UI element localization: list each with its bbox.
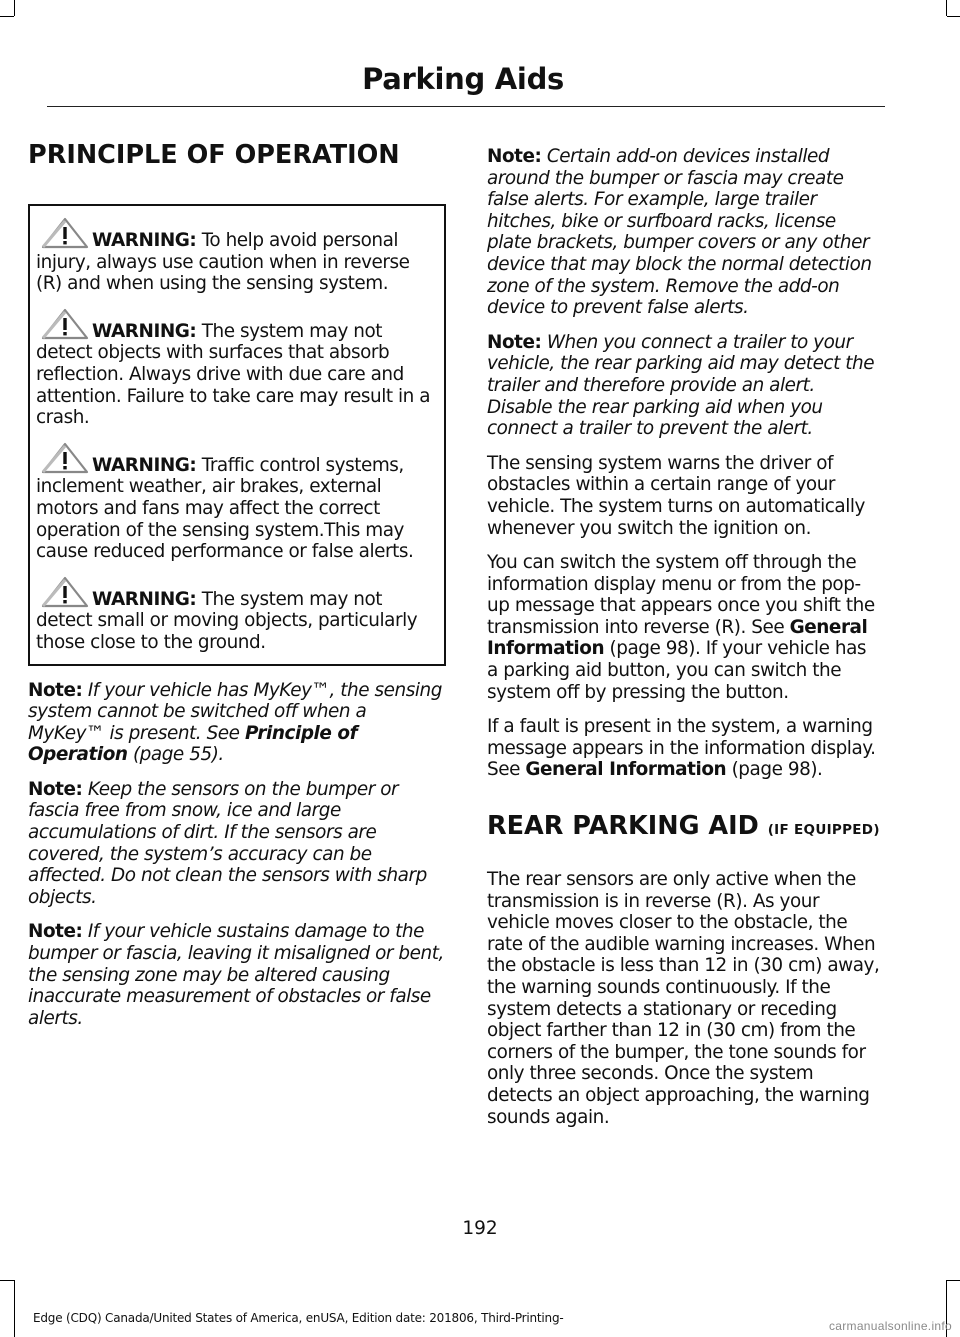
warning-text: The system may not detect small or moving objects, particularly those close to the ground. [36, 588, 418, 653]
crop-mark [0, 1280, 14, 1281]
warning-label: WARNING: [92, 230, 197, 251]
page-number: 192 [462, 1218, 498, 1239]
note-paragraph [487, 146, 880, 319]
note-text: When you connect a trailer to your vehicle, the rear parking aid may detect the trailer and therefore provide an alert. Disable the rear parking aid when you connect a trailer to prevent the alert. [487, 331, 875, 440]
note-label: Note: [28, 679, 83, 701]
cross-reference-link[interactable]: Principle of Operation [28, 722, 358, 766]
warning-label: WARNING: [92, 320, 197, 342]
warning-text: The system may not detect objects with surfaces that absorb reflection. Always drive with due care and attention. Failure to take care may result in a crash. [36, 320, 431, 429]
note-paragraph [28, 921, 446, 1029]
note-paragraph [487, 332, 880, 440]
body-text: (page 98). If your vehicle has a parking aid button, you can switch the system off by pressing the button. [487, 638, 867, 703]
warning-text: To help avoid personal injury, always use caution when in reverse (R) and when using the sensing system. [36, 230, 410, 295]
note-text: Keep the sensors on the bumper or fascia free from snow, ice and large accumulations of dirt. If the sensors are covered, the system’s accuracy can be affected. Do not clean the sensors with sharp objects. [28, 778, 427, 908]
watermark: carmanualsonline.info [828, 1319, 952, 1333]
note-label: Note: [28, 921, 83, 943]
note-label: Note: [487, 331, 542, 353]
note-label: Note: [487, 146, 542, 167]
body-paragraph [487, 552, 880, 703]
note-text: If your vehicle sustains damage to the bumper or fascia, leaving it misaligned or bent, the sensing zone may be altered causing inaccurate measurement of obstacles or false alerts. [28, 921, 444, 1029]
warning-item [36, 441, 436, 563]
note-label: Note: [28, 778, 83, 800]
body-text: You can switch the system off through the information display menu or from the pop-up message that appears once you shift the transmission into reverse (R). See [487, 552, 875, 638]
page-header-title: Parking Aids [362, 62, 564, 96]
crop-mark [14, 0, 15, 16]
body-paragraph: The sensing system warns the driver of obstacles within a certain range of your vehicle. The system turns on automatically whenever you switch the ignition on. [487, 452, 865, 539]
right-column [487, 146, 880, 1141]
warning-item [36, 307, 436, 429]
crop-mark [946, 0, 947, 16]
crop-mark [14, 1280, 15, 1337]
heading-text: REAR PARKING AID [487, 811, 759, 842]
crop-mark [947, 16, 960, 17]
cross-reference-link[interactable]: General Information [525, 759, 727, 781]
note-text: Certain add-on devices installed around the bumper or fascia may create false alerts. For example, large trailer hitches, bike or surfboard racks, license plate brackets, bumper covers or any other device that may block the normal detection zone of the system. Remove the add-on device to prevent false alerts. [487, 146, 872, 319]
body-text: If a fault is present in the system, a warning message appears in the information display. See [487, 716, 876, 781]
warning-item [36, 575, 436, 654]
note-text: If your vehicle has MyKey™, the sensing system cannot be switched off when a MyKey™ is present. See [28, 679, 442, 744]
warning-label: WARNING: [92, 454, 197, 476]
note-paragraph [28, 680, 446, 766]
warning-label: WARNING: [92, 588, 197, 610]
section-heading-principle: PRINCIPLE OF OPERATION [28, 140, 400, 170]
left-column [28, 140, 446, 1042]
crop-mark [947, 1280, 960, 1281]
heading-suffix: (IF EQUIPPED) [767, 822, 880, 839]
page-reference: (page 55). [132, 744, 224, 766]
crop-mark [0, 16, 14, 17]
note-paragraph [28, 779, 446, 909]
section-heading-rear-parking-aid [487, 811, 880, 845]
body-paragraph: The rear sensors are only active when the transmission is in reverse (R). As your vehicle moves closer to the obstacle, the rate of the audible warning increases. When the obstacle is less than 12 in (30 cm) away, the warning sounds continuously. If the system detects a stationary or receding object farther than 12 in (30 cm) from the corners of the bumper, the tone sounds for only three seconds. Once the system detects an object approaching, the warning sounds again. [487, 869, 880, 1128]
header-divider [47, 106, 885, 107]
warning-item [36, 216, 436, 295]
cross-reference-link[interactable]: General Information [487, 616, 868, 660]
warning-box [28, 204, 446, 666]
body-paragraph [487, 716, 880, 781]
footer-edition: Edge (CDQ) Canada/United States of America, enUSA, Edition date: 201806, Third-Printing- [33, 1311, 564, 1325]
warning-text: Traffic control systems, inclement weather, air brakes, external motors and fans may affect the correct operation of the sensing system.This may cause reduced performance or false alerts. [36, 454, 414, 563]
body-text: (page 98). [731, 759, 823, 781]
